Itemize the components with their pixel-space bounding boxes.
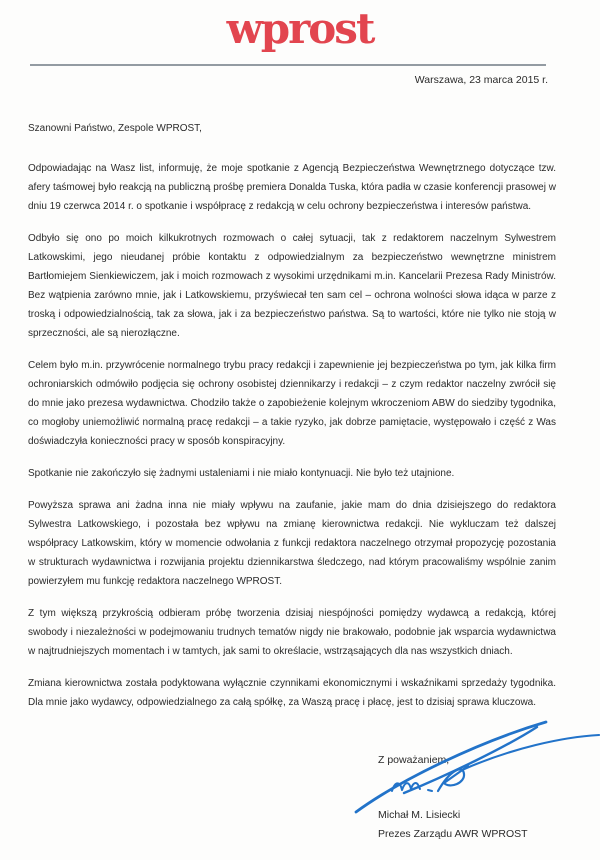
- valediction: Z poważaniem,: [378, 754, 450, 766]
- paragraph-7: Zmiana kierownictwa została podyktowana wyłącznie czynnikami ekonomicznymi i wskaźnikami sprzedaży tygodnika. Dla mnie jako wydawcy, odpowiedzialnego za całą spółkę, za Waszą pracę i płacę, jest to dzisiaj sprawa kluczowa.: [28, 678, 556, 708]
- paragraph-1: Odpowiadając na Wasz list, informuję, że moje spotkanie z Agencją Bezpieczeństwa Wewnętrznego dotyczące tzw. afery taśmowej było reakcją na publiczną prośbę premiera Donalda Tuska, która padła w czasie konferencji prasowej w dniu 19 czerwca 2014 r. o spotkanie i współpracę z redakcją w celu ochrony bezpieczeństwa i interesów państwa.: [28, 163, 556, 212]
- signatory-title: Prezes Zarządu AWR WPROST: [378, 828, 528, 840]
- paragraph-5: Powyższa sprawa ani żadna inna nie miały wpływu na zaufanie, jakie mam do dnia dzisiejszego do redaktora Sylwestra Latkowskiego, i pozostała bez wpływu na zmianę kierownictwa redakcji. Nie wykluczam też dalszej współpracy Latkowskim, który w momencie odwołania z funkcji redaktora naczelnego otrzymał propozycję pozostania w strukturach wydawnictwa i rozwijania projektu dziennikarstwa śledczego, nad którym pracowaliśmy wspólnie zanim powierzyłem mu funkcję redaktora naczelnego WPROST.: [28, 500, 556, 587]
- greeting: Szanowni Państwo, Zespole WPROST,: [28, 123, 202, 134]
- paragraph-4: Spotkanie nie zakończyło się żadnymi ustaleniami i nie miało kontynuacji. Nie było też utajnione.: [28, 468, 455, 479]
- signatory-name: Michał M. Lisiecki: [378, 809, 461, 821]
- paragraph-3: Celem było m.in. przywrócenie normalnego trybu pracy redakcji i zapewnienie jej bezpieczeństwa po tym, jak kilka firm ochroniarskich odmówiło podjęcia się ochrony osobistej dziennikarzy i redakcji – z czym redaktor naczelny zwrócił się do mnie jako prezesa wydawnictwa. Chodziło także o zapobieżenie kolejnym wkroczeniom ABW do siedziby tygodnika, co mogłoby uniemożliwić normalną pracę redakcji – a takie ryzyko, jak dobrze pamiętacie, występowało i część z Was doświadczyła konieczności pracy w sposób konspiracyjny.: [28, 360, 556, 447]
- letter-body: [0, 90, 600, 712]
- paragraph-6: Z tym większą przykrością odbieram próbę tworzenia dzisiaj niespójności pomiędzy wydawcą a redakcją, której swobody i niezależności w podejmowaniu trudnych tematów nigdy nie brakowało, podobnie jak wsparcia wydawnictwa w najtrudniejszych momentach i w tamtych, jak sami to określacie, wstrząsających dla nas wszystkich dniach.: [28, 608, 556, 657]
- letter-header: [0, 0, 600, 90]
- header-divider: [30, 64, 546, 66]
- paragraph-2: Odbyło się ono po moich kilkukrotnych rozmowach o całej sytuacji, tak z redaktorem naczelnym Sylwestrem Latkowskimi, jego nieudanej próbie kontaktu z odpowiedzialnym za bezpieczeństwo wewnętrzne ministrem Bartłomiejem Sienkiewiczem, jak i moich rozmowach z wysokimi urzędnikami m.in. Kancelarii Prezesa Rady Ministrów. Bez wątpienia zarówno mnie, jak i Latkowskiemu, przyświecał ten sam cel – ochrona wolności słowa idąca w parze z troską i odpowiedzialnością, tak za słowa, jak i za bezpieczeństwo państwa. Są to wartości, które nie tylko nie stoją w sprzeczności, ale są nierozłączne.: [28, 233, 556, 339]
- wprost-logo: wprost: [226, 4, 374, 53]
- closing-block: [378, 751, 528, 844]
- date-line: Warszawa, 23 marca 2015 r.: [414, 74, 548, 86]
